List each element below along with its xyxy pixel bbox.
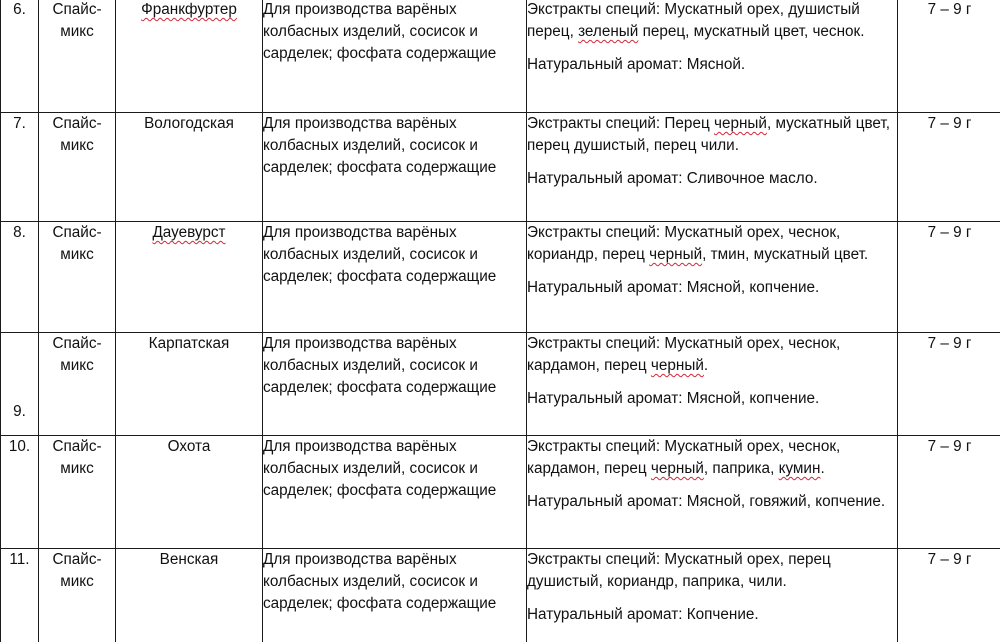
composition <box>527 436 898 549</box>
application-line-2: колбасных изделий, сосисок и <box>263 357 478 374</box>
spice-extracts-text-end: , тмин, мускатный цвет. <box>702 246 869 263</box>
natural-aroma: Натуральный аромат: Мясной. <box>527 56 746 73</box>
spice-extracts-text-end: перец, мускатный цвет, чеснок. <box>638 23 865 40</box>
spice-extracts-text: Экстракты специй: Мускатный орех, чеснок, кориандр, перец <box>527 224 841 263</box>
product-name <box>116 222 263 333</box>
product-type-line-1: Спайс- <box>52 438 102 455</box>
application-line-1: Для производства варёных <box>263 1 457 18</box>
application-line-3: сарделек; фосфата содержащие <box>263 45 497 62</box>
product-type-line-1: Спайс- <box>52 1 102 18</box>
spice-extracts-text-end: . <box>820 460 825 477</box>
application-line-2: колбасных изделий, сосисок и <box>263 573 478 590</box>
product-type-line-2: микс <box>60 246 94 263</box>
application-line-2: колбасных изделий, сосисок и <box>263 137 478 154</box>
application-line-1: Для производства варёных <box>263 438 457 455</box>
application-line-2: колбасных изделий, сосисок и <box>263 23 478 40</box>
natural-aroma: Натуральный аромат: Мясной, копчение. <box>527 390 820 407</box>
product-type-line-2: микс <box>60 357 94 374</box>
spice-extracts <box>527 222 897 266</box>
product-name: Карпатская <box>116 333 263 436</box>
application <box>263 0 527 113</box>
dosage: 7 – 9 г <box>898 549 1000 642</box>
product-name: Вологодская <box>116 113 263 222</box>
dosage: 7 – 9 г <box>898 436 1000 549</box>
dosage: 7 – 9 г <box>898 222 1000 333</box>
product-type <box>39 333 116 436</box>
product-type-line-2: микс <box>60 137 94 154</box>
application <box>263 333 527 436</box>
row-number: 10. <box>1 436 39 549</box>
application-line-3: сарделек; фосфата содержащие <box>263 268 497 285</box>
composition <box>527 333 898 436</box>
table-row <box>1 222 1000 333</box>
spice-extracts-text: Экстракты специй: Перец <box>527 115 714 132</box>
row-number: 6. <box>1 0 39 113</box>
row-number: 11. <box>1 549 39 642</box>
row-number: 7. <box>1 113 39 222</box>
product-type <box>39 0 116 113</box>
spice-extracts-text: Экстракты специй: Мускатный орех, чеснок, кардамон, перец <box>527 438 841 477</box>
row-number: 9. <box>1 333 39 436</box>
application-line-2: колбасных изделий, сосисок и <box>263 460 478 477</box>
spice-extracts <box>527 333 897 377</box>
product-type <box>39 222 116 333</box>
dosage: 7 – 9 г <box>898 333 1000 436</box>
product-type <box>39 549 116 642</box>
natural-aroma: Натуральный аромат: Мясной, говяжий, копчение. <box>527 493 886 510</box>
application <box>263 549 527 642</box>
application-line-1: Для производства варёных <box>263 335 457 352</box>
application-line-3: сарделек; фосфата содержащие <box>263 159 497 176</box>
spelling-flagged-word: черный <box>650 460 704 477</box>
composition <box>527 222 898 333</box>
spice-extracts-text: Экстракты специй: Мускатный орех, душистый перец, <box>527 1 860 40</box>
spice-extracts-text: Экстракты специй: Мускатный орех, чеснок, кардамон, перец <box>527 335 841 374</box>
product-name: Охота <box>116 436 263 549</box>
application-line-2: колбасных изделий, сосисок и <box>263 246 478 263</box>
dosage: 7 – 9 г <box>898 0 1000 113</box>
spelling-flagged-word: зеленый <box>578 23 639 40</box>
spelling-flagged-word: черный <box>649 246 703 263</box>
spice-extracts <box>527 436 897 480</box>
spice-extracts <box>527 0 897 43</box>
spelling-flagged-word: кумин <box>778 460 821 477</box>
product-type-line-1: Спайс- <box>52 115 102 132</box>
application-line-3: сарделек; фосфата содержащие <box>263 482 497 499</box>
table-row <box>1 0 1000 113</box>
application-line-1: Для производства варёных <box>263 551 457 568</box>
product-type <box>39 113 116 222</box>
spelling-flagged-word: черный <box>650 357 704 374</box>
table-row <box>1 436 1000 549</box>
spice-extracts-text-end: , мускатный цвет, перец душистый, перец чили. <box>527 115 890 154</box>
application-line-3: сарделек; фосфата содержащие <box>263 379 497 396</box>
application-line-3: сарделек; фосфата содержащие <box>263 595 497 612</box>
application <box>263 436 527 549</box>
table-row <box>1 113 1000 222</box>
application <box>263 113 527 222</box>
product-type-line-2: микс <box>60 460 94 477</box>
spice-extracts: Экстракты специй: Мускатный орех, перец душистый, кориандр, паприка, чили. <box>527 551 831 590</box>
application-line-1: Для производства варёных <box>263 115 457 132</box>
natural-aroma: Натуральный аромат: Мясной, копчение. <box>527 279 820 296</box>
product-type <box>39 436 116 549</box>
product-type-line-2: микс <box>60 573 94 590</box>
product-name-text: Дауевурст <box>152 224 226 241</box>
product-type-line-1: Спайс- <box>52 551 102 568</box>
table-row <box>1 549 1000 642</box>
dosage: 7 – 9 г <box>898 113 1000 222</box>
natural-aroma: Натуральный аромат: Сливочное масло. <box>527 170 818 187</box>
natural-aroma: Натуральный аромат: Копчение. <box>527 606 759 623</box>
composition <box>527 113 898 222</box>
composition <box>527 549 898 642</box>
product-type-line-2: микс <box>60 23 94 40</box>
product-type-line-1: Спайс- <box>52 335 102 352</box>
row-number: 8. <box>1 222 39 333</box>
application <box>263 222 527 333</box>
application-line-1: Для производства варёных <box>263 224 457 241</box>
spice-extracts <box>527 113 897 157</box>
spelling-flagged-word: черный <box>713 115 767 132</box>
composition <box>527 0 898 113</box>
spice-extracts-text-mid: , паприка, <box>703 460 779 477</box>
table-row <box>1 333 1000 436</box>
product-type-line-1: Спайс- <box>52 224 102 241</box>
spice-extracts-text-end: . <box>703 357 709 374</box>
product-name: Венская <box>116 549 263 642</box>
product-name-text: Франкфуртер <box>141 1 237 18</box>
product-name <box>116 0 263 113</box>
